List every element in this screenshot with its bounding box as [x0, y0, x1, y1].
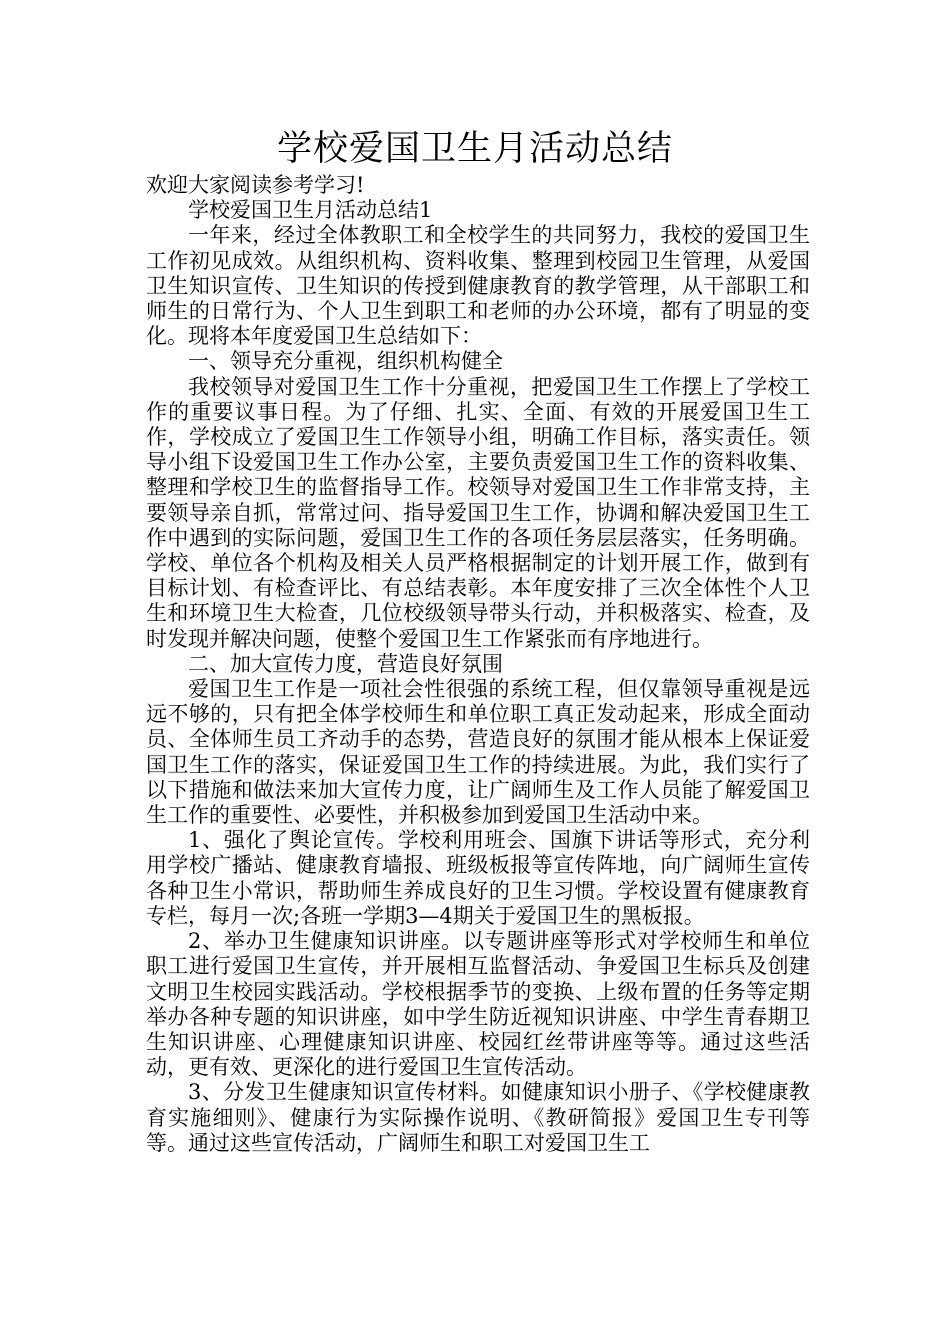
section-heading: 一、领导充分重视，组织机构健全 [188, 349, 503, 374]
paragraph: 3、分发卫生健康知识宣传材料。如健康知识小册子、《学校健康教育实施细则》、健康行为实际操作说明、《教研简报》爱国卫生专刊等等。通过这些宣传活动，广阔师生和职工对爱国卫生工 [146, 1080, 810, 1155]
greeting-line: 欢迎大家阅读参考学习! [146, 173, 365, 197]
section-heading: 二、加大宣传力度，营造良好氛围 [188, 651, 503, 676]
paragraph: 2、举办卫生健康知识讲座。以专题讲座等形式对学校师生和单位职工进行爱国卫生宣传，并开展相互监督活动、争爱国卫生标兵及创建文明卫生校园实践活动。学校根据季节的变换、上级布置的任务等定期举办各种专题的知识讲座，如中学生防近视知识讲座、中学生青春期卫生知识讲座、心理健康知识讲座、校园红丝带讲座等等。通过这些活动，更有效、更深化的进行爱国卫生宣传活动。 [146, 929, 810, 1080]
paragraph: 爱国卫生工作是一项社会性很强的系统工程，但仅靠领导重视是远远不够的，只有把全体学校师生和单位职工真正发动起来，形成全面动员、全体师生员工齐动手的态势，营造良好的氛围才能从根本上保证爱国卫生工作的落实，保证爱国卫生工作的持续进展。为此，我们实行了以下措施和做法来加大宣传力度，让广阔师生及工作人员能了解爱国卫生工作的重要性、必要性，并积极参加到爱国卫生活动中来。 [146, 677, 810, 828]
paragraph: 1、强化了舆论宣传。学校利用班会、国旗下讲话等形式，充分利用学校广播站、健康教育墙报、班级板报等宣传阵地，向广阔师生宣传各种卫生小常识，帮助师生养成良好的卫生习惯。学校设置有健康教育专栏，每月一次;各班一学期3—4期关于爱国卫生的黑板报。 [146, 828, 810, 928]
document-title: 学校爱国卫生月活动总结 [276, 129, 673, 169]
paragraph: 我校领导对爱国卫生工作十分重视，把爱国卫生工作摆上了学校工作的重要议事日程。为了仔细、扎实、全面、有效的开展爱国卫生工作，学校成立了爱国卫生工作领导小组，明确工作目标，落实责任。领导小组下设爱国卫生工作办公室，主要负责爱国卫生工作的资料收集、整理和学校卫生的监督指导工作。校领导对爱国卫生工作非常支持，主要领导亲自抓，常常过问、指导爱国卫生工作，协调和解决爱国卫生工作中遇到的实际问题，爱国卫生工作的各项任务层层落实，任务明确。学校、单位各个机构及相关人员严格根据制定的计划开展工作，做到有目标计划、有检查评比、有总结表彰。本年度安排了三次全体性个人卫生和环境卫生大检查，几位校级领导带头行动，并积极落实、检查，及时发现并解决问题，使整个爱国卫生工作紧张而有序地进行。 [146, 374, 810, 651]
document-body [146, 173, 810, 1156]
paragraph: 一年来，经过全体教职工和全校学生的共同努力，我校的爱国卫生工作初见成效。从组织机构、资料收集、整理到校园卫生管理，从爱国卫生知识宣传、卫生知识的传授到健康教育的教学管理，从干部职工和师生的日常行为、个人卫生到职工和老师的办公环境，都有了明显的变化。现将本年度爱国卫生总结如下： [146, 223, 810, 349]
section-heading: 学校爱国卫生月活动总结1 [188, 198, 433, 223]
